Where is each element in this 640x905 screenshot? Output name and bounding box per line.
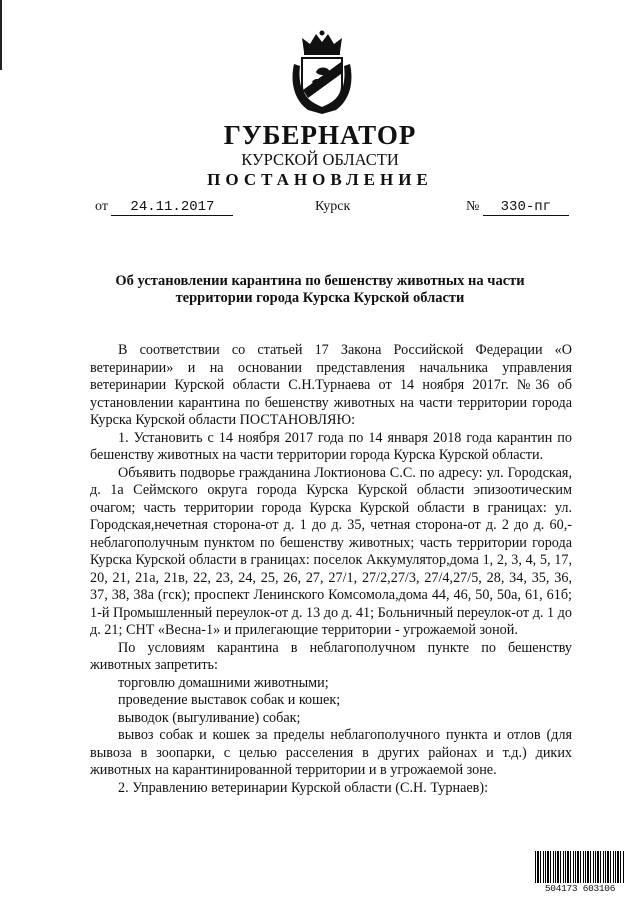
governor-title: ГУБЕРНАТОР (223, 120, 417, 150)
barcode-digits: 504173 603106 (544, 883, 616, 894)
decree-date-line (95, 199, 233, 216)
barcode (535, 851, 625, 897)
prohibition-item: проведение выставок собак и кошек; (118, 692, 341, 708)
prohibition-item: вывоз собак и кошек за пределы неблагополучного пункта и отлов (для вывоза в зоопарки, с целью расселения в других районах и т.д.) диких животных на карантинированной территории и в угрожаемой зоне. (90, 727, 572, 778)
paragraph-preamble: В соответствии со статьей 17 Закона Российской Федерации «О ветеринарии» и на основании представления начальника управления ветеринарии Курской области С.Н.Турнаева от 14 ноября 2017г. №36 об установлении карантина по бешенству животных на части территории города Курска Курской области ПОСТАНОВЛЯЮ: (90, 342, 572, 428)
paragraph-item-2: 2. Управлению ветеринарии Курской области (С.Н. Турнаев): (118, 779, 489, 796)
barcode-icon (535, 851, 625, 883)
number-label: № (466, 199, 480, 214)
prohibition-item: торговлю домашними животными; (118, 674, 329, 691)
prohibition-item: выводок (выгуливание) собак; (118, 709, 301, 726)
region-title: КУРСКОЙ ОБЛАСТИ (241, 150, 399, 169)
decree-city: Курск (315, 199, 351, 214)
decree-number-line (466, 199, 569, 216)
decree-body (90, 342, 572, 797)
page-edge-mark (0, 0, 2, 70)
coat-of-arms-icon (288, 30, 356, 114)
decree-number: 330-пг (483, 199, 569, 216)
heading-line-2: территории города Курска Курской области (175, 290, 465, 306)
paragraph-quarantine-zones: Объявить подворье гражданина Локтионова С.С. по адресу: ул. Городская, д. 1а Сеймского округа города Курска Курской области эпизоотическим очагом; часть территории города Курска Курской области в границах: ул. Городская,нечетная сторона-от д. 1 до д. 35, четная сторона-от д. 2 до д. 60,- неблагополучным пунктом по бешенству животных; часть территории города Курска Курской области в границах: поселок Аккумулятор,дома 1, 2, 3, 4, 5, 17, 20, 21, 21а, 21в, 22, 23, 24, 25, 26, 27, 27/1, 27/2,27/3, 27/4,27/5, 28, 34, 35, 36, 37, 38, 38а (гск); проспект Ленинского Комсомола,дома 44, 46, 50, 50а, 61, 61б; 1-й Промышленный переулок-от д. 13 до д. 41; Больничный переулок-от д. 1 до д. 21; СНТ «Весна-1» и прилегающие территории - угрожаемой зоной. (90, 464, 572, 638)
from-label: от (95, 199, 108, 214)
decree-date: 24.11.2017 (111, 199, 233, 216)
decree-title: ПОСТАНОВЛЕНИЕ (207, 170, 433, 189)
heading-line-1: Об установлении карантина по бешенству животных на части (115, 273, 525, 289)
paragraph-item-1: 1. Установить с 14 ноября 2017 года по 14 января 2018 года карантин по бешенству животных на части территории города Курска Курской области. (90, 429, 572, 463)
paragraph-prohibitions-intro: По условиям карантина в неблагополучном пункте по бешенству животных запретить: (90, 639, 572, 673)
decree-heading (100, 273, 540, 307)
